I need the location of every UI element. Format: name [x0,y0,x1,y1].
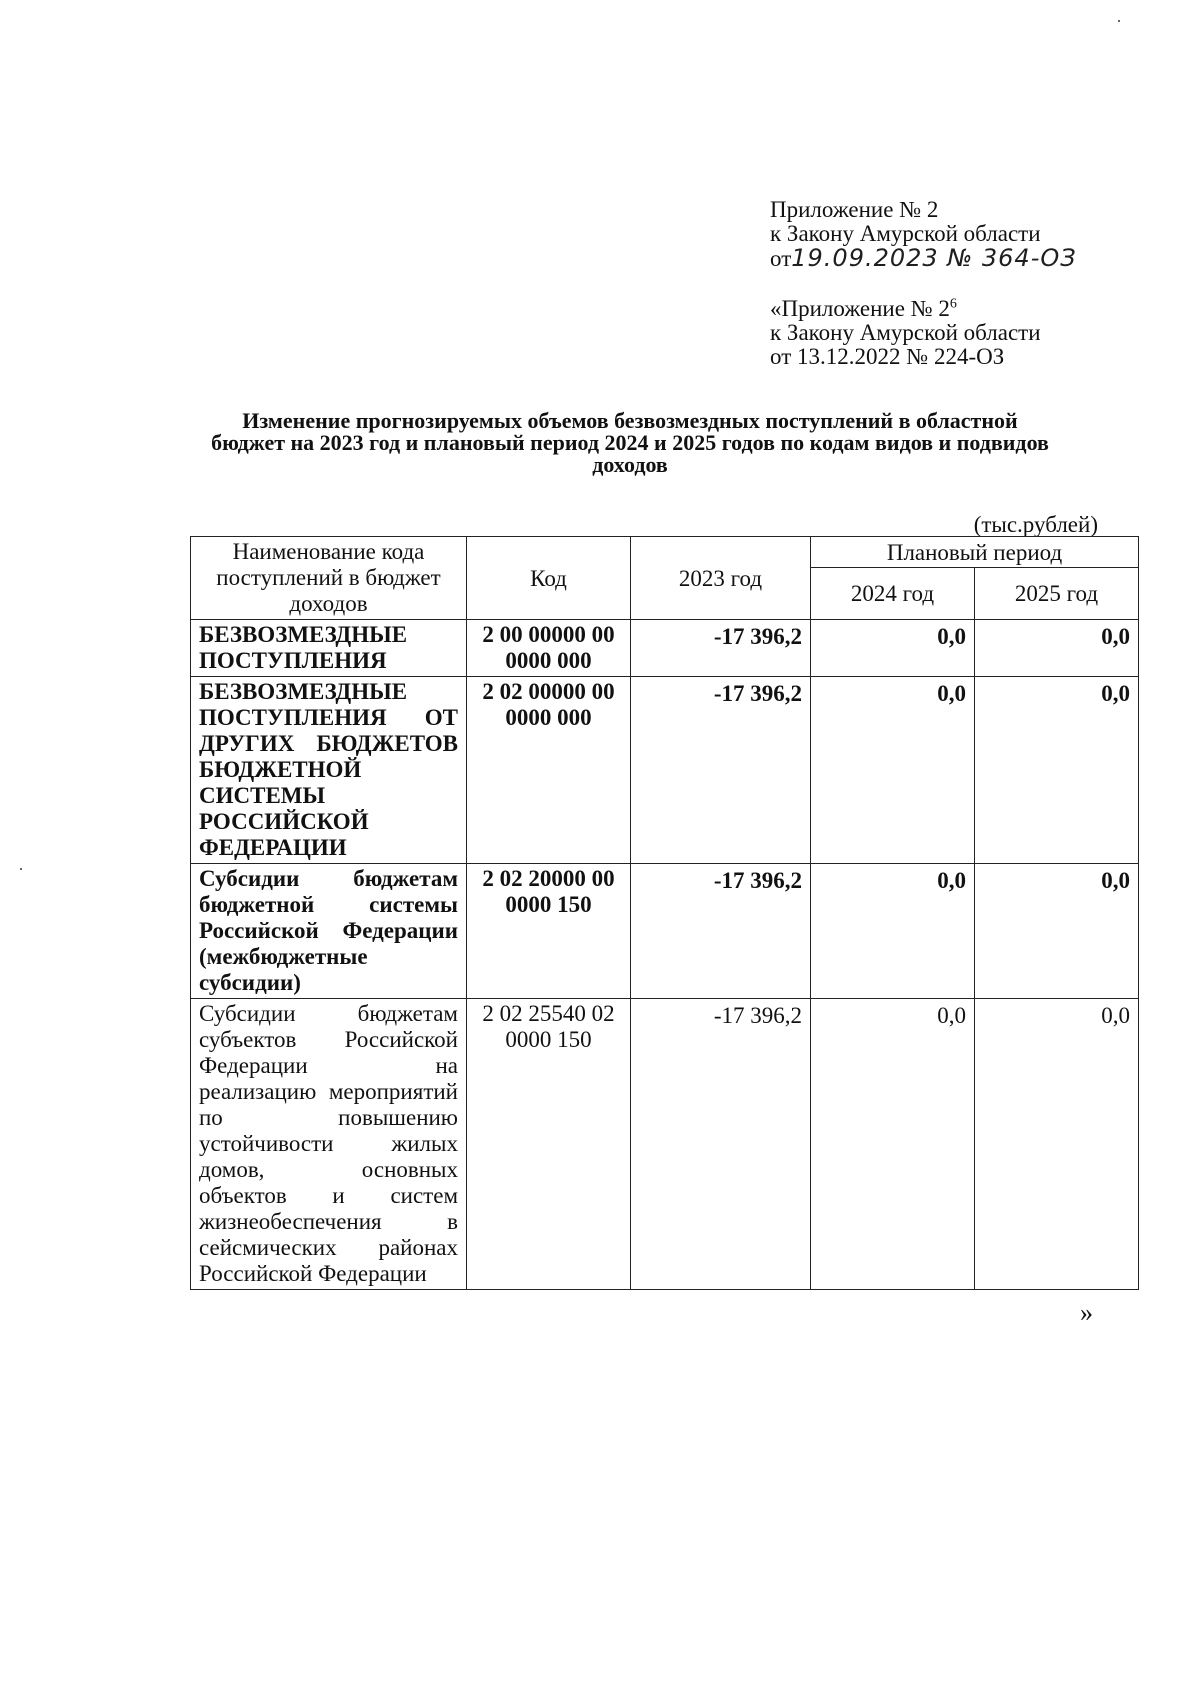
row-2023: -17 396,2 [631,620,811,677]
header-name: Наименование кода поступлений в бюджет доходов [191,537,467,620]
header-code: Код [467,537,631,620]
appendix-date-line [770,246,1077,271]
row-2024: 0,0 [811,620,975,677]
closing-quote: » [1080,1298,1093,1327]
appendix-number-line: Приложение № 2 [770,197,939,222]
header-planned-period: Плановый период [811,537,1139,568]
ref-appendix-line [770,297,1041,321]
row-2025: 0,0 [975,999,1139,1290]
handwritten-date: 19.09.2023 № 364-ОЗ [791,244,1077,272]
referenced-appendix [770,297,1041,369]
row-2025: 0,0 [975,620,1139,677]
row-name: БЕЗВОЗМЕЗДНЫЕ ПОСТУПЛЕНИЯ ОТ ДРУГИХ БЮДЖЕТОВ БЮДЖЕТНОЙ СИСТЕМЫ РОССИЙСКОЙ ФЕДЕРАЦИИ [191,677,467,864]
row-2024: 0,0 [811,677,975,864]
table-header-row [191,537,1139,568]
document-title [160,410,1100,476]
row-code: 2 02 20000 00 0000 150 [467,864,631,999]
appendix-header [770,198,1077,271]
row-2023: -17 396,2 [631,999,811,1290]
header-2025: 2025 год [975,568,1139,620]
title-line-3: доходов [592,452,668,477]
row-code: 2 02 25540 02 0000 150 [467,999,631,1290]
scan-speck-left [20,868,22,870]
row-2023: -17 396,2 [631,864,811,999]
row-2024: 0,0 [811,999,975,1290]
ref-appendix-prefix: «Приложение № 2 [770,296,950,321]
ref-law-line: к Закону Амурской области [770,320,1041,345]
units-label: (тыс.рублей) [973,512,1098,537]
row-code: 2 00 00000 00 0000 000 [467,620,631,677]
revenue-table [190,536,1139,1290]
appendix-law-line: к Закону Амурской области [770,221,1041,246]
header-2024: 2024 год [811,568,975,620]
row-2025: 0,0 [975,677,1139,864]
ref-appendix-superscript: 6 [949,296,957,312]
title-line-2: бюджет на 2023 год и плановый период 2024 и 2025 годов по кодам видов и подвидов [211,430,1049,455]
row-2024: 0,0 [811,864,975,999]
date-prefix: от [770,246,792,271]
row-name: БЕЗВОЗМЕЗДНЫЕ ПОСТУПЛЕНИЯ [191,620,467,677]
row-name: Субсидии бюджетам субъектов Российской Федерации на реализацию мероприятий по повышению устойчивости жилых домов, основных объектов и систем жизнеобеспечения в сейсмических районах Российской Федерации [191,999,467,1290]
table-row [191,677,1139,864]
row-name: Субсидии бюджетам бюджетной системы Российской Федерации (межбюджетные субсидии) [191,864,467,999]
header-2023: 2023 год [631,537,811,620]
row-code: 2 02 00000 00 0000 000 [467,677,631,864]
ref-date-line: от 13.12.2022 № 224-ОЗ [770,344,1005,369]
title-line-1: Изменение прогнозируемых объемов безвозмездных поступлений в областной [242,408,1018,433]
table-row [191,864,1139,999]
scan-speck-top [1118,20,1120,22]
row-2025: 0,0 [975,864,1139,999]
row-2023: -17 396,2 [631,677,811,864]
table-row [191,999,1139,1290]
table-row [191,620,1139,677]
